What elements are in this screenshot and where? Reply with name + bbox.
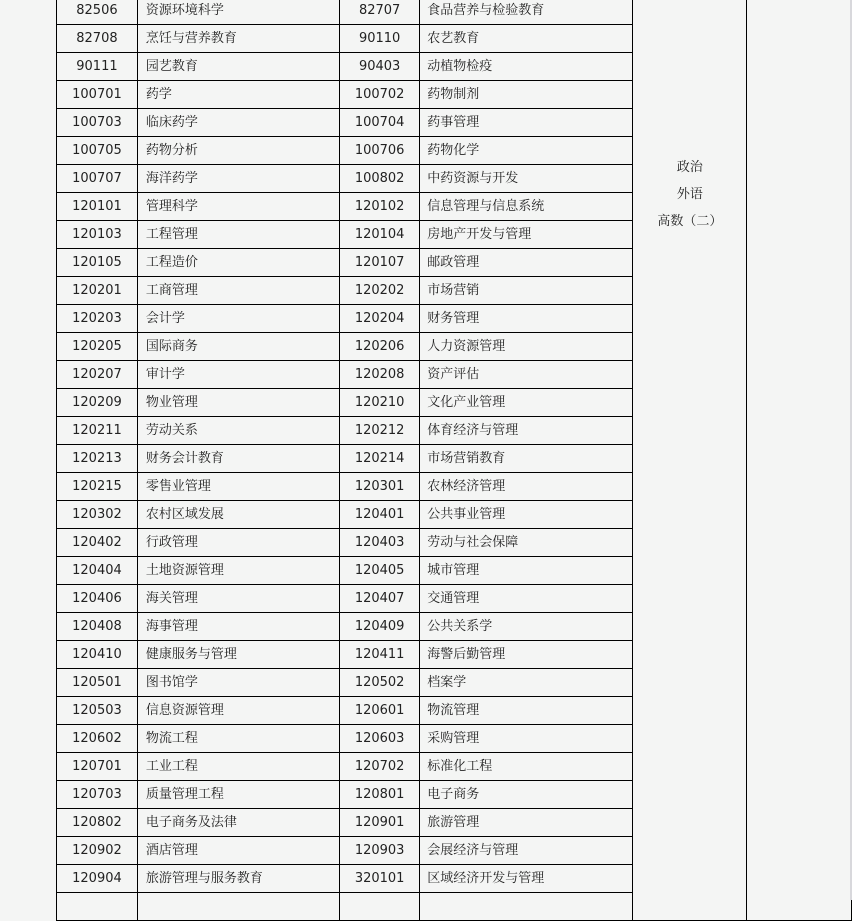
major-code-cell: 82708: [57, 25, 138, 53]
exam-subjects-list: [633, 0, 746, 235]
remarks-cell: [747, 0, 852, 921]
major-code-cell: 120503: [57, 697, 138, 725]
major-code-cell: 120101: [57, 193, 138, 221]
major-name-cell: 信息管理与信息系统: [420, 193, 633, 221]
exam-subject: 高数（二）: [657, 214, 723, 229]
major-code-cell: 100703: [57, 109, 138, 137]
major-code-cell: 120411: [340, 641, 420, 669]
major-code-cell: 100707: [57, 165, 138, 193]
major-code-cell: 120703: [57, 781, 138, 809]
major-code-cell: 120701: [57, 753, 138, 781]
major-name-cell: 审计学: [137, 361, 339, 389]
major-code-cell: 120107: [340, 249, 420, 277]
major-name-cell: 交通管理: [420, 585, 633, 613]
major-name-cell: 邮政管理: [420, 249, 633, 277]
major-code-cell: 120407: [340, 585, 420, 613]
major-name-cell: 零售业管理: [137, 473, 339, 501]
major-code-cell: 120214: [340, 445, 420, 473]
major-code-cell: 120903: [340, 837, 420, 865]
major-name-cell: 市场营销教育: [420, 445, 633, 473]
major-code-cell: 120209: [57, 389, 138, 417]
major-name-cell: 酒店管理: [137, 837, 339, 865]
empty-cell: [57, 893, 138, 921]
major-name-cell: 海警后勤管理: [420, 641, 633, 669]
exam-subject: 外语: [676, 187, 703, 202]
major-code-cell: 100701: [57, 81, 138, 109]
major-name-cell: 农艺教育: [420, 25, 633, 53]
major-name-cell: 资源环境科学: [137, 0, 339, 25]
major-name-cell: 物流管理: [420, 697, 633, 725]
major-code-cell: 100802: [340, 165, 420, 193]
majors-table-body: [57, 0, 852, 921]
major-code-cell: 120409: [340, 613, 420, 641]
major-code-cell: 120105: [57, 249, 138, 277]
major-code-cell: 120104: [340, 221, 420, 249]
major-code-cell: 120212: [340, 417, 420, 445]
major-name-cell: 海洋药学: [137, 165, 339, 193]
exam-subject: 政治: [676, 160, 703, 175]
major-name-cell: 采购管理: [420, 725, 633, 753]
major-name-cell: 药物制剂: [420, 81, 633, 109]
major-name-cell: 旅游管理与服务教育: [137, 865, 339, 893]
major-name-cell: 动植物检疫: [420, 53, 633, 81]
major-code-cell: 120215: [57, 473, 138, 501]
major-name-cell: 工程造价: [137, 249, 339, 277]
major-code-cell: 120204: [340, 305, 420, 333]
major-code-cell: 120408: [57, 613, 138, 641]
major-name-cell: 公共关系学: [420, 613, 633, 641]
major-code-cell: 120301: [340, 473, 420, 501]
major-name-cell: 资产评估: [420, 361, 633, 389]
major-code-cell: 120406: [57, 585, 138, 613]
major-name-cell: 档案学: [420, 669, 633, 697]
major-code-cell: 90110: [340, 25, 420, 53]
major-code-cell: 100704: [340, 109, 420, 137]
major-name-cell: 财务会计教育: [137, 445, 339, 473]
major-code-cell: 120206: [340, 333, 420, 361]
major-name-cell: 会展经济与管理: [420, 837, 633, 865]
major-code-cell: 100706: [340, 137, 420, 165]
major-name-cell: 体育经济与管理: [420, 417, 633, 445]
major-name-cell: 旅游管理: [420, 809, 633, 837]
major-name-cell: 临床药学: [137, 109, 339, 137]
major-name-cell: 烹饪与营养教育: [137, 25, 339, 53]
major-name-cell: 区域经济开发与管理: [420, 865, 633, 893]
major-code-cell: 120501: [57, 669, 138, 697]
major-code-cell: 120302: [57, 501, 138, 529]
major-code-cell: 100702: [340, 81, 420, 109]
major-code-cell: 120502: [340, 669, 420, 697]
major-code-cell: 120702: [340, 753, 420, 781]
major-name-cell: 质量管理工程: [137, 781, 339, 809]
major-name-cell: 工程管理: [137, 221, 339, 249]
major-code-cell: 120403: [340, 529, 420, 557]
major-name-cell: 药事管理: [420, 109, 633, 137]
major-name-cell: 信息资源管理: [137, 697, 339, 725]
major-name-cell: 市场营销: [420, 277, 633, 305]
major-name-cell: 劳动关系: [137, 417, 339, 445]
major-name-cell: 电子商务: [420, 781, 633, 809]
major-code-cell: 90403: [340, 53, 420, 81]
major-code-cell: 120201: [57, 277, 138, 305]
major-name-cell: 行政管理: [137, 529, 339, 557]
major-code-cell: 120602: [57, 725, 138, 753]
major-name-cell: 文化产业管理: [420, 389, 633, 417]
major-name-cell: 工商管理: [137, 277, 339, 305]
major-name-cell: 国际商务: [137, 333, 339, 361]
major-name-cell: 劳动与社会保障: [420, 529, 633, 557]
major-name-cell: 电子商务及法律: [137, 809, 339, 837]
major-name-cell: 工业工程: [137, 753, 339, 781]
majors-table: [56, 0, 852, 921]
major-code-cell: 120405: [340, 557, 420, 585]
major-name-cell: 农村区域发展: [137, 501, 339, 529]
major-name-cell: 财务管理: [420, 305, 633, 333]
major-name-cell: 城市管理: [420, 557, 633, 585]
empty-cell: [420, 893, 633, 921]
major-name-cell: 标准化工程: [420, 753, 633, 781]
major-code-cell: 120213: [57, 445, 138, 473]
major-code-cell: 120603: [340, 725, 420, 753]
major-code-cell: 320101: [340, 865, 420, 893]
major-name-cell: 中药资源与开发: [420, 165, 633, 193]
major-code-cell: 120211: [57, 417, 138, 445]
major-name-cell: 农林经济管理: [420, 473, 633, 501]
table-row: [57, 0, 852, 25]
major-name-cell: 人力资源管理: [420, 333, 633, 361]
major-code-cell: 120402: [57, 529, 138, 557]
major-name-cell: 药物化学: [420, 137, 633, 165]
major-code-cell: 90111: [57, 53, 138, 81]
major-code-cell: 120205: [57, 333, 138, 361]
major-name-cell: 物流工程: [137, 725, 339, 753]
major-code-cell: 120802: [57, 809, 138, 837]
major-code-cell: 82707: [340, 0, 420, 25]
major-code-cell: 120202: [340, 277, 420, 305]
major-name-cell: 会计学: [137, 305, 339, 333]
major-name-cell: 海事管理: [137, 613, 339, 641]
major-code-cell: 120208: [340, 361, 420, 389]
major-name-cell: 物业管理: [137, 389, 339, 417]
major-code-cell: 120210: [340, 389, 420, 417]
major-code-cell: 100705: [57, 137, 138, 165]
major-name-cell: 药学: [137, 81, 339, 109]
major-code-cell: 120901: [340, 809, 420, 837]
major-name-cell: 房地产开发与管理: [420, 221, 633, 249]
exam-subjects-cell: [633, 0, 747, 921]
major-name-cell: 健康服务与管理: [137, 641, 339, 669]
major-name-cell: 食品营养与检验教育: [420, 0, 633, 25]
major-code-cell: 120203: [57, 305, 138, 333]
major-name-cell: 药物分析: [137, 137, 339, 165]
major-code-cell: 120801: [340, 781, 420, 809]
major-name-cell: 土地资源管理: [137, 557, 339, 585]
major-code-cell: 120401: [340, 501, 420, 529]
major-name-cell: 图书馆学: [137, 669, 339, 697]
major-code-cell: 120601: [340, 697, 420, 725]
empty-cell: [137, 893, 339, 921]
major-name-cell: 管理科学: [137, 193, 339, 221]
major-code-cell: 120410: [57, 641, 138, 669]
major-code-cell: 82506: [57, 0, 138, 25]
major-code-cell: 120404: [57, 557, 138, 585]
major-code-cell: 120102: [340, 193, 420, 221]
major-name-cell: 园艺教育: [137, 53, 339, 81]
major-code-cell: 120103: [57, 221, 138, 249]
major-code-cell: 120904: [57, 865, 138, 893]
major-name-cell: 海关管理: [137, 585, 339, 613]
major-code-cell: 120902: [57, 837, 138, 865]
empty-cell: [340, 893, 420, 921]
major-name-cell: 公共事业管理: [420, 501, 633, 529]
major-code-cell: 120207: [57, 361, 138, 389]
